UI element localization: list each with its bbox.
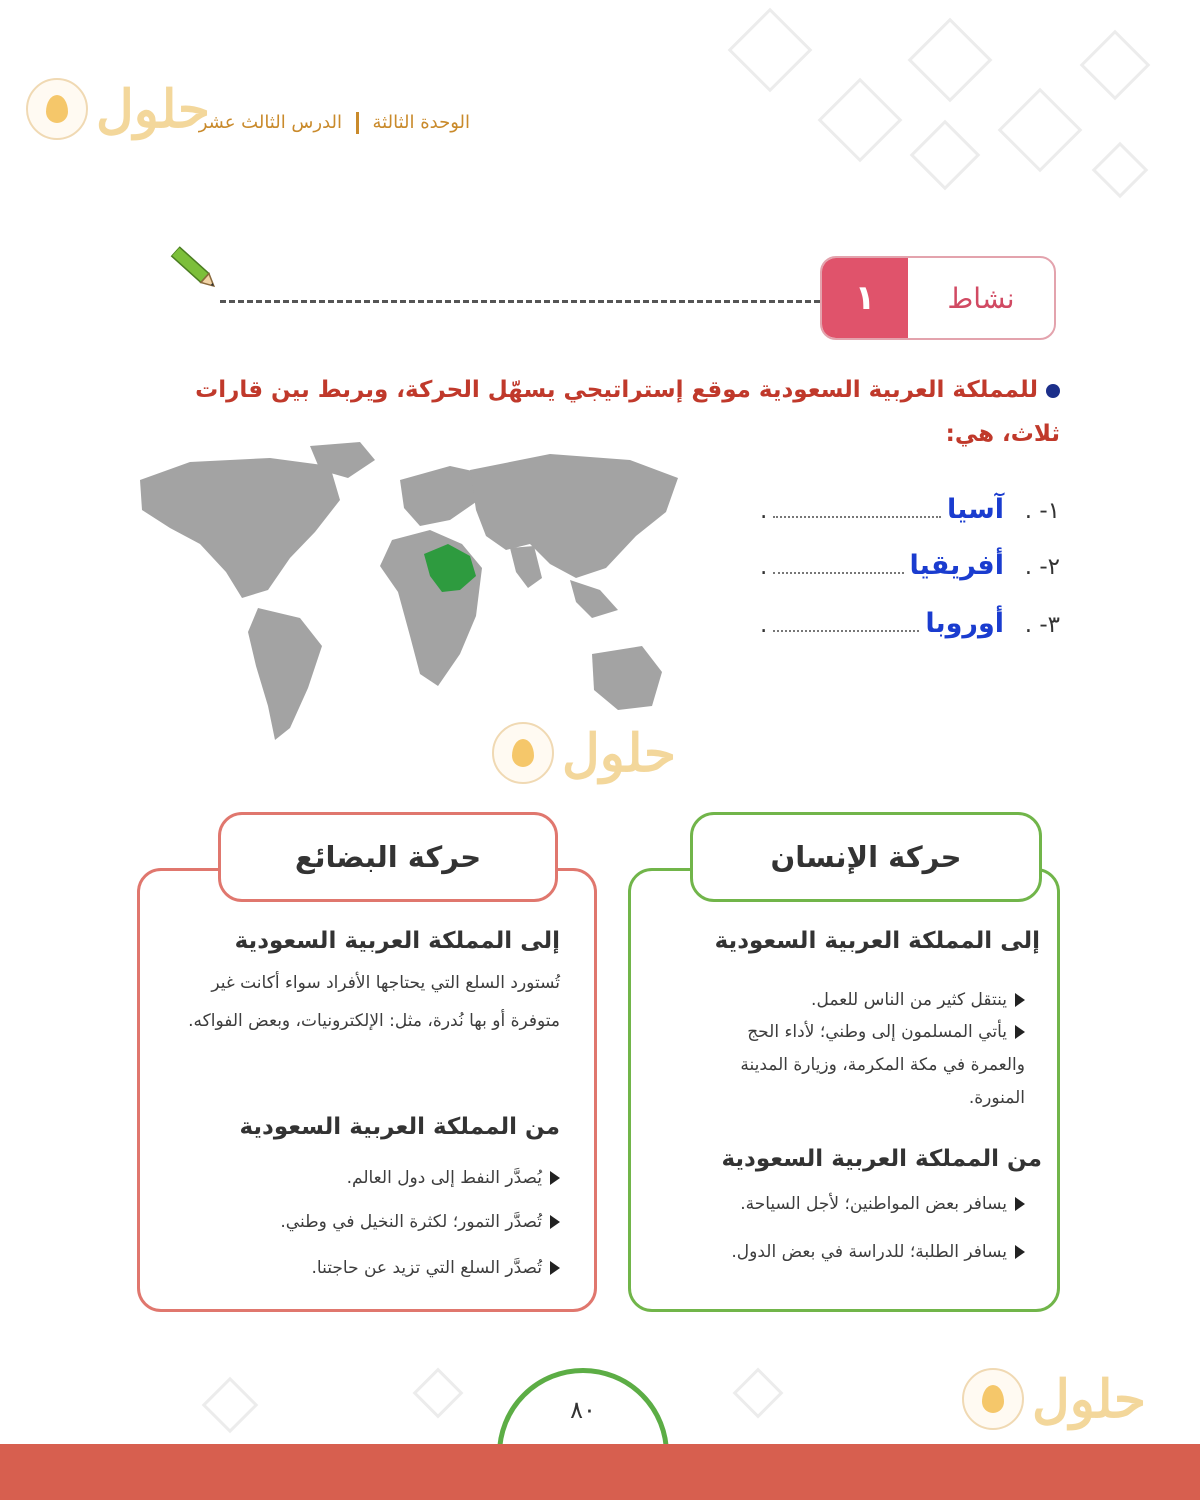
goods-movement-title: حركة البضائع xyxy=(218,812,558,902)
answer-number: ٣- . xyxy=(1024,612,1060,638)
decorative-square xyxy=(202,1377,259,1434)
book-drop-icon xyxy=(962,1368,1024,1430)
answer-line xyxy=(760,608,1060,652)
decorative-square xyxy=(818,78,903,163)
unit-title: الوحدة الثالثة xyxy=(372,112,470,133)
answer-end: . xyxy=(760,498,768,524)
decorative-square xyxy=(1080,30,1151,101)
watermark-logo xyxy=(26,78,210,140)
answer-number: ٢- . xyxy=(1024,554,1060,580)
page-number: ٨٠ xyxy=(570,1396,596,1424)
human-movement-title: حركة الإنسان xyxy=(690,812,1042,902)
asia xyxy=(470,454,678,578)
world-map xyxy=(130,440,690,760)
header-separator xyxy=(356,112,359,134)
arrow-icon xyxy=(550,1171,560,1185)
decorative-square xyxy=(1092,142,1149,199)
pencil-icon xyxy=(170,245,222,294)
decorative-square xyxy=(908,18,993,103)
watermark-text: حلول xyxy=(562,722,677,784)
decorative-square xyxy=(910,120,981,191)
arrow-icon xyxy=(1015,1197,1025,1211)
bullet-icon xyxy=(1046,384,1060,398)
south-america xyxy=(248,608,322,740)
answer-line xyxy=(760,494,1060,538)
arrow-icon xyxy=(550,1261,560,1275)
arrow-icon xyxy=(550,1215,560,1229)
activity-number: ١ xyxy=(822,258,908,338)
answer-value: آسيا xyxy=(947,494,1004,525)
answer-end: . xyxy=(760,612,768,638)
human-to-item: يأتي المسلمون إلى وطني؛ لأداء الحج والعمرة في مكة المكرمة، وزيارة المدينة المنورة. xyxy=(740,1022,1025,1108)
footer-bar xyxy=(0,1444,1200,1500)
goods-from-item: تُصدَّر التمور؛ لكثرة النخيل في وطني. xyxy=(160,1206,560,1239)
human-from-item: يسافر الطلبة؛ للدراسة في بعض الدول. xyxy=(650,1236,1025,1269)
goods-from-item: تُصدَّر السلع التي تزيد عن حاجتنا. xyxy=(160,1252,560,1285)
goods-from-item: يُصدَّر النفط إلى دول العالم. xyxy=(160,1162,560,1195)
arrow-icon xyxy=(1015,1025,1025,1039)
human-to-item: ينتقل كثير من الناس للعمل. xyxy=(650,984,1025,1017)
southeast-asia xyxy=(570,580,618,618)
dotted-line xyxy=(773,612,919,632)
question-body: للمملكة العربية السعودية موقع إستراتيجي يسهّل الحركة، ويربط بين قارات ثلاث، هي: xyxy=(195,377,1060,447)
arrow-icon xyxy=(1015,993,1025,1007)
answer-value: أوروبا xyxy=(925,608,1004,639)
dashed-divider xyxy=(220,300,820,303)
decorative-square xyxy=(998,88,1083,173)
south-asia xyxy=(510,546,542,588)
watermark-logo xyxy=(962,1368,1146,1430)
goods-from-title: من المملكة العربية السعودية xyxy=(239,1114,560,1140)
answer-value: أفريقيا xyxy=(909,550,1004,581)
goods-to-text: تُستورد السلع التي يحتاجها الأفراد سواء أكانت غير متوفرة أو بها نُدرة، مثل: الإلكترونيات، وبعض الفواكه. xyxy=(188,973,560,1031)
activity-badge xyxy=(820,256,1056,340)
north-america xyxy=(140,458,340,598)
answer-number: ١- . xyxy=(1024,498,1060,524)
human-to-title: إلى المملكة العربية السعودية xyxy=(714,928,1040,954)
lesson-title: الدرس الثالث عشر xyxy=(198,112,343,133)
dotted-line xyxy=(773,498,941,518)
book-drop-icon xyxy=(26,78,88,140)
human-from-item: يسافر بعض المواطنين؛ لأجل السياحة. xyxy=(650,1188,1025,1221)
activity-label: نشاط xyxy=(947,281,1015,315)
arrow-icon xyxy=(1015,1245,1025,1259)
dotted-line xyxy=(773,554,903,574)
decorative-square xyxy=(413,1368,464,1419)
australia xyxy=(592,646,662,710)
watermark-text: حلول xyxy=(1032,1368,1147,1430)
answer-end: . xyxy=(760,554,768,580)
watermark-text: حلول xyxy=(96,78,211,140)
decorative-square xyxy=(728,8,813,93)
answer-line xyxy=(760,550,1060,594)
goods-to-title: إلى المملكة العربية السعودية xyxy=(234,928,560,954)
decorative-square xyxy=(733,1368,784,1419)
human-from-title: من المملكة العربية السعودية xyxy=(721,1146,1042,1172)
